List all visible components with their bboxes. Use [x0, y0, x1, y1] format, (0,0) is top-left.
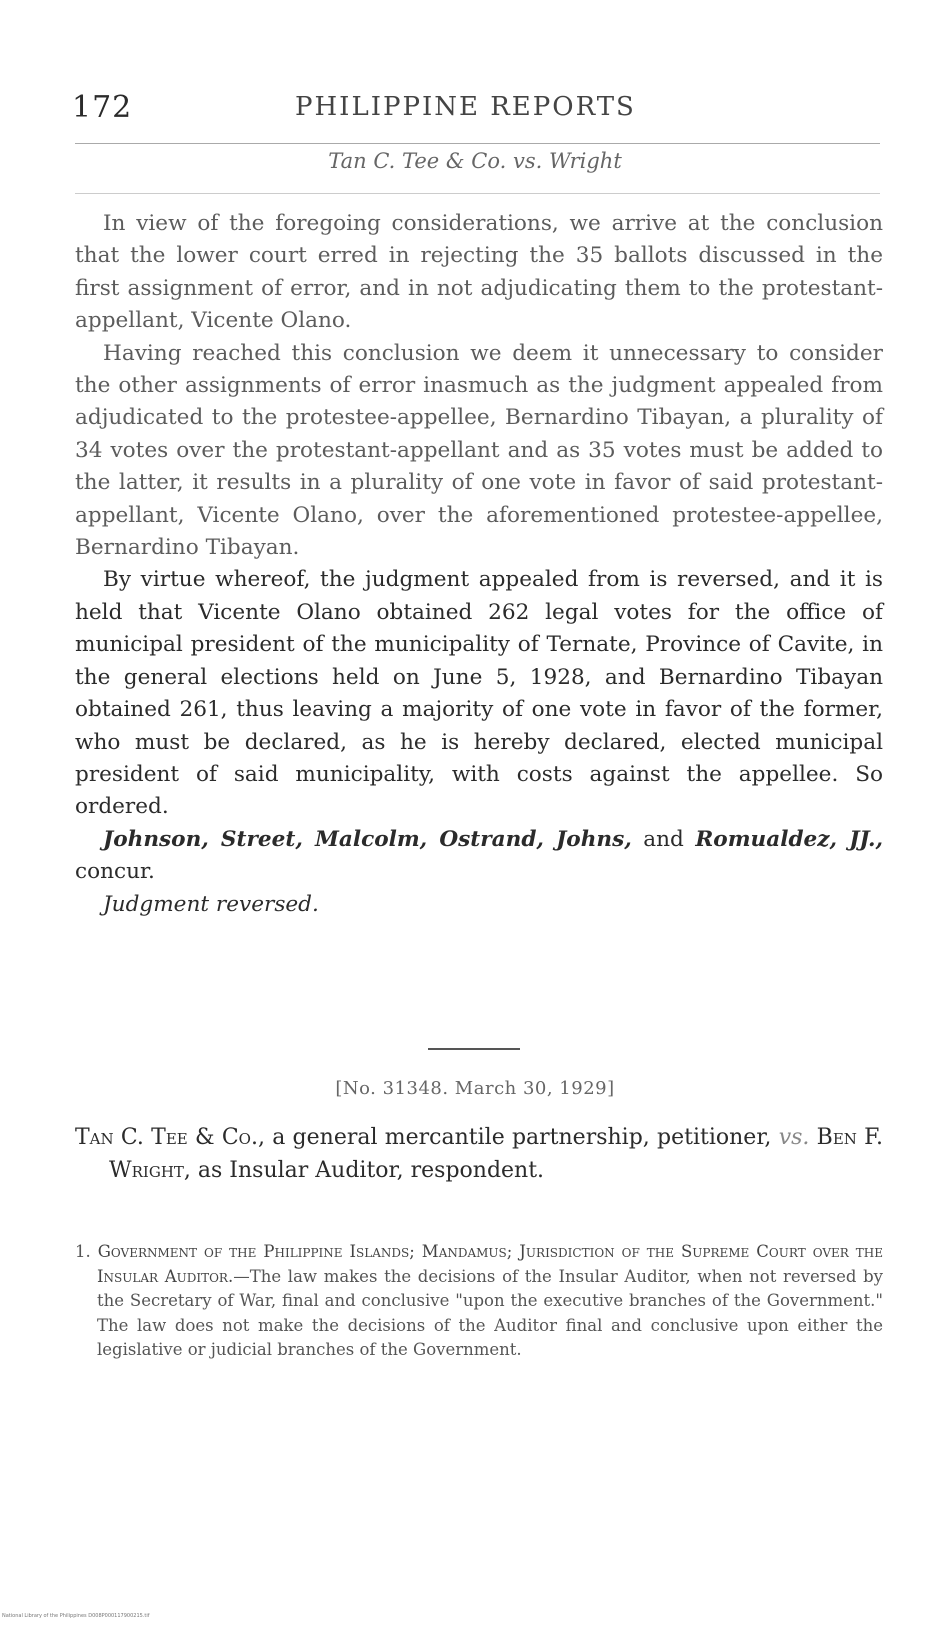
concurring-justice-last: Romualdez, JJ., [695, 826, 883, 852]
petitioner-name: Tan C. Tee & Co. [75, 1125, 258, 1150]
section-divider [428, 1048, 520, 1050]
header-rule [75, 143, 880, 144]
page-number: 172 [72, 90, 133, 125]
respondent-name: Ben F. Wright [109, 1125, 883, 1183]
versus: vs. [778, 1125, 810, 1150]
syllabus-item [75, 1240, 883, 1363]
case-title [75, 1121, 883, 1187]
disposition-text: Judgment reversed. [103, 891, 319, 917]
paragraph-ruling: By virtue whereof, the judgment appealed from is reversed, and it is held that Vicente Olano obtained 262 legal votes for the office of municipal president of the municipality of Ternate, Province of Cavite, in the general elections held on June 5, 1928, and Bernardino Tibayan obtained 261, thus leaving a majority of one vote in favor of the former, who must be declared, as he is hereby declared, elected municipal president of said municipality, with costs against the appellee. So ordered. [75, 567, 883, 820]
syllabus-number: 1. [75, 1242, 91, 1261]
syllabus-text: —The law makes the decisions of the Insular Auditor, when not reversed by the Secretary of War, final and conclusive "upon the executive branches of the Government." The law does not make the decisions of the Auditor final and conclusive upon either the legislative or judicial branches of the Government. [97, 1266, 883, 1359]
paragraph-conclusion: In view of the foregoing considerations, we arrive at the conclusion that the lower court erred in rejecting the 35 ballots discussed in the first assignment of error, and in not adjudicating them to the protestant-appellant, Vicente Olano. [75, 211, 883, 334]
docket-number: [No. 31348. March 30, 1929] [335, 1078, 615, 1099]
case-heading: Tan C. Tee & Co. vs. Wright [328, 149, 622, 173]
syllabus-heading: Government of the Philippine Islands; Mandamus; Jurisdiction of the Supreme Court over the Insular Auditor. [97, 1242, 883, 1286]
opinion-body [75, 208, 883, 921]
concurrence [75, 824, 883, 889]
concurrence-verb: concur. [75, 859, 155, 885]
concurrence-and: and [643, 826, 684, 852]
petitioner-description: , a general mercantile partnership, petitioner, [257, 1125, 772, 1150]
scan-source-note: National Library of the Philippines D008P000117900215.tif [2, 1613, 150, 1619]
subheader-rule [75, 193, 880, 194]
paragraph-plurality: Having reached this conclusion we deem it unnecessary to consider the other assignments of error inasmuch as the judgment appealed from adjudicated to the protestee-appellee, Bernardino Tibayan, a plurality of 34 votes over the protestant-appellant and as 35 votes must be added to the latter, it results in a plurality of one vote in favor of said protestant-appellant, Vicente Olano, over the aforementioned protestee-appellee, Bernardino Tibayan. [75, 340, 883, 561]
respondent-description: , as Insular Auditor, respondent. [183, 1158, 545, 1183]
disposition [75, 889, 883, 921]
running-title: PHILIPPINE REPORTS [295, 92, 636, 122]
concurring-justices: Johnson, Street, Malcolm, Ostrand, Johns, [103, 826, 632, 852]
